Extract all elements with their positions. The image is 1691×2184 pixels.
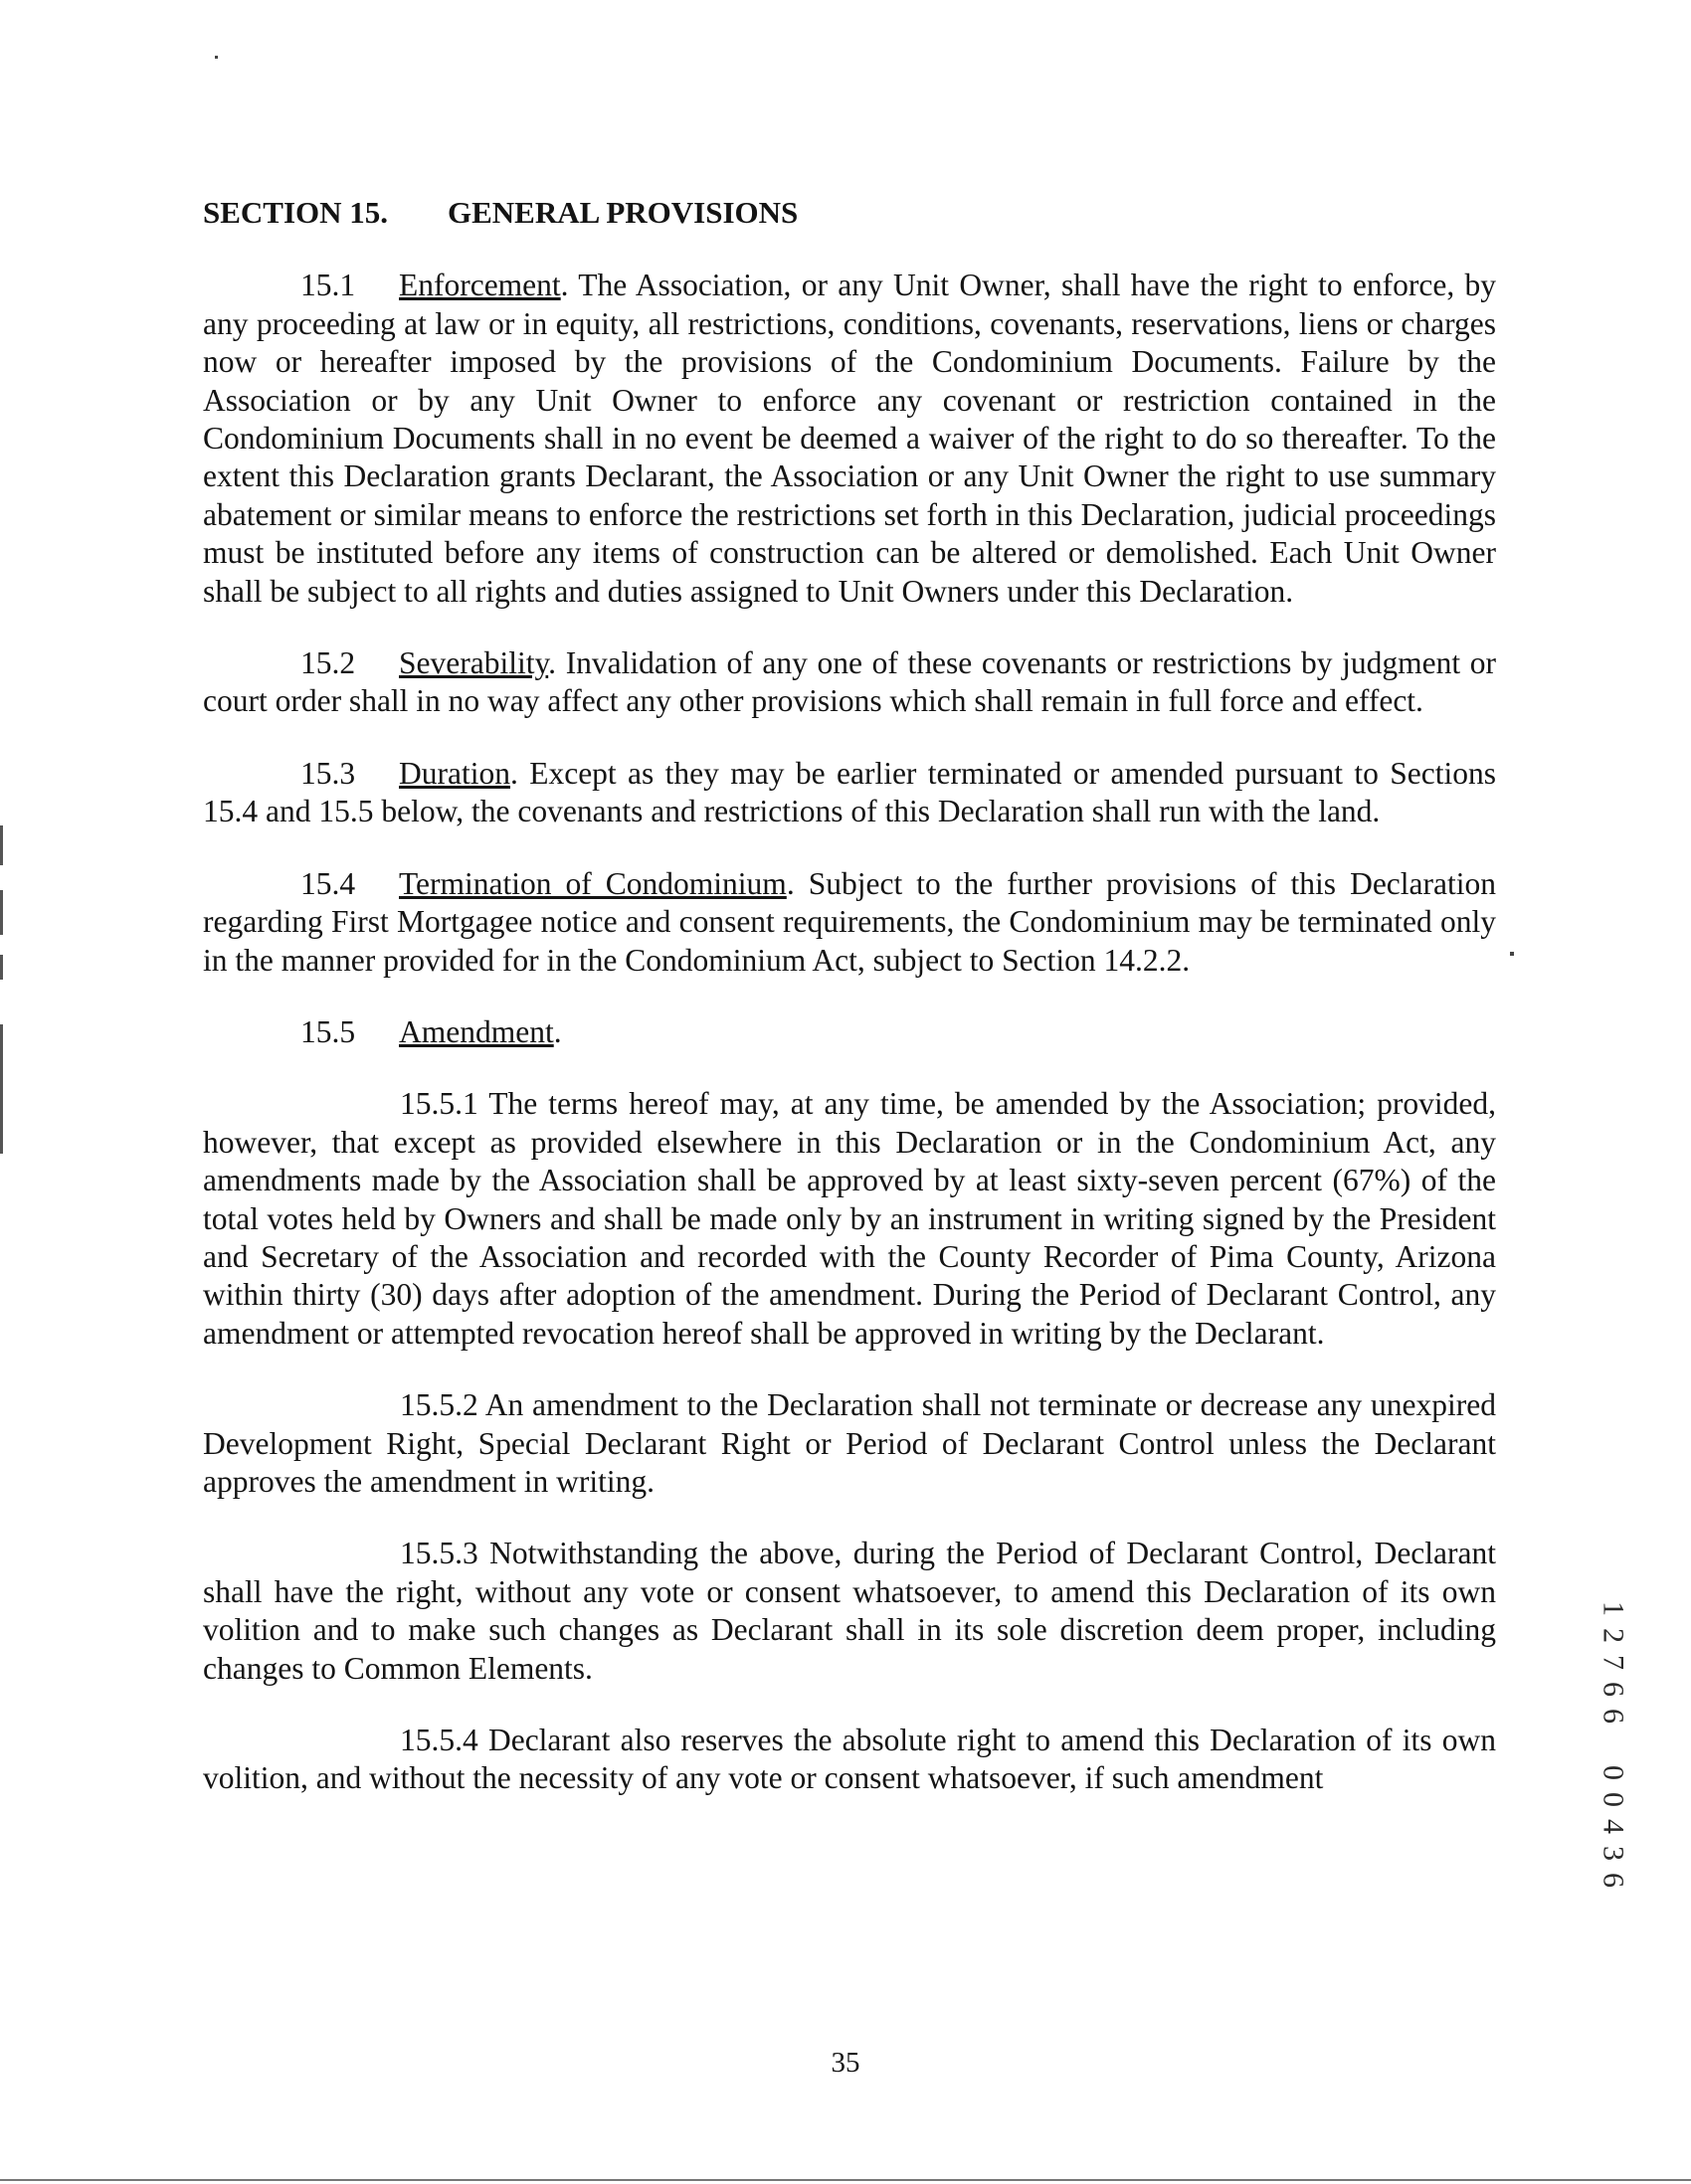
paragraph-text: . <box>553 1013 562 1049</box>
recording-stamp-docket-digit: 2 <box>1597 1628 1630 1643</box>
paragraph-15-1 <box>203 267 1496 611</box>
recording-stamp-page-digit: 4 <box>1597 1819 1630 1834</box>
paragraph-number: 15.2 <box>300 645 356 681</box>
scan-speck <box>215 56 218 59</box>
paragraph-text: . The Association, or any Unit Owner, shall have the right to enforce, by any proceeding at law or in equity, all restrictions, conditions, covenants, reservations, liens or charges now or hereafter imposed by the provisions of the Condominium Documents. Failure by the Association or by any Unit Owner to enforce any covenant or restriction contained in the Condominium Documents shall in no event be deemed a waiver of the right to do so thereafter. To the extent this Declaration grants Declarant, the Association or any Unit Owner the right to use summary abatement or similar means to enforce the restrictions set forth in this Declaration, judicial proceedings must be instituted before any items of construction can be altered or demolished. Each Unit Owner shall be subject to all rights and duties assigned to Unit Owners under this Declaration. <box>203 268 1496 609</box>
recording-stamp-docket-digit: 6 <box>1597 1682 1630 1697</box>
recording-stamp-docket-digit: 7 <box>1597 1655 1630 1670</box>
page-number: 35 <box>831 2047 860 2079</box>
paragraph-title: Enforcement <box>399 268 561 303</box>
recording-stamp-docket-digit: 6 <box>1597 1709 1630 1724</box>
recording-stamp-page-digit: 0 <box>1597 1792 1630 1807</box>
document-body <box>203 194 1496 1798</box>
paragraph-title: Amendment <box>399 1013 554 1049</box>
recording-stamp <box>1597 1595 1630 1894</box>
scan-speck <box>1510 952 1514 956</box>
subparagraph-15-5-3: 15.5.3 Notwithstanding the above, during the Period of Declarant Control, Declarant shall have the right, without any vote or consent whatsoever, to amend this Declaration of its own volition and to make such changes as Declarant shall in its sole discretion deem proper, including changes to Common Elements. <box>203 1536 1496 1686</box>
scan-edge-mark <box>0 955 3 980</box>
paragraph-15-3 <box>203 755 1496 831</box>
paragraph-number: 15.5 <box>300 1013 356 1049</box>
scan-edge-mark <box>0 825 3 865</box>
scan-edge-mark <box>0 1024 3 1154</box>
section-heading <box>203 194 1496 232</box>
recording-stamp-docket-digit: 1 <box>1597 1601 1630 1616</box>
paragraph-title: Severability <box>399 645 549 681</box>
paragraph-number: 15.3 <box>300 755 356 791</box>
recording-stamp-docket <box>1597 1595 1630 1729</box>
scan-bottom-edge <box>0 2179 1691 2181</box>
paragraph-text: . Except as they may be earlier terminated or amended pursuant to Sections 15.4 and 15.5 below, the covenants and restrictions of this Declaration shall run with the land. <box>203 755 1496 829</box>
paragraph-text: . Subject to the further provisions of this Declaration regarding First Mortgagee notice and consent requirements, the Condominium may be terminated only in the manner provided for in the Condominium Act, subject to Section 14.2.2. <box>203 865 1496 978</box>
paragraph-title: Duration <box>399 755 510 791</box>
recording-stamp-page-digit: 3 <box>1597 1846 1630 1861</box>
recording-stamp-page <box>1597 1759 1630 1894</box>
paragraph-number: 15.4 <box>300 865 356 901</box>
section-title: GENERAL PROVISIONS <box>448 195 799 230</box>
paragraph-15-4 <box>203 865 1496 980</box>
paragraph-text: . Invalidation of any one of these covenants or restrictions by judgment or court order shall in no way affect any other provisions which shall remain in full force and effect. <box>203 645 1496 719</box>
subparagraph-15-5-2: 15.5.2 An amendment to the Declaration shall not terminate or decrease any unexpired Development Right, Special Declarant Right or Period of Declarant Control unless the Declarant approves the amendment in writing. <box>203 1387 1496 1499</box>
paragraph-number: 15.1 <box>300 268 356 303</box>
paragraph-15-2 <box>203 644 1496 721</box>
recording-stamp-page-digit: 6 <box>1597 1873 1630 1888</box>
recording-stamp-page-digit: 0 <box>1597 1765 1630 1780</box>
paragraph-15-5 <box>203 1013 1496 1051</box>
section-number: SECTION 15. <box>203 195 389 230</box>
subparagraph-15-5-4: 15.5.4 Declarant also reserves the absolute right to amend this Declaration of its own volition, and without the necessity of any vote or consent whatsoever, if such amendment <box>203 1723 1496 1796</box>
scan-edge-mark <box>0 890 3 935</box>
subparagraph-15-5-1: 15.5.1 The terms hereof may, at any time, be amended by the Association; provided, however, that except as provided elsewhere in this Declaration or in the Condominium Act, any amendments made by the Association shall be approved by at least sixty-seven percent (67%) of the total votes held by Owners and shall be made only by an instrument in writing signed by the President and Secretary of the Association and recorded with the County Recorder of Pima County, Arizona within thirty (30) days after adoption of the amendment. During the Period of Declarant Control, any amendment or attempted revocation hereof shall be approved in writing by the Declarant. <box>203 1086 1496 1351</box>
paragraph-title: Termination of Condominium <box>399 865 787 901</box>
